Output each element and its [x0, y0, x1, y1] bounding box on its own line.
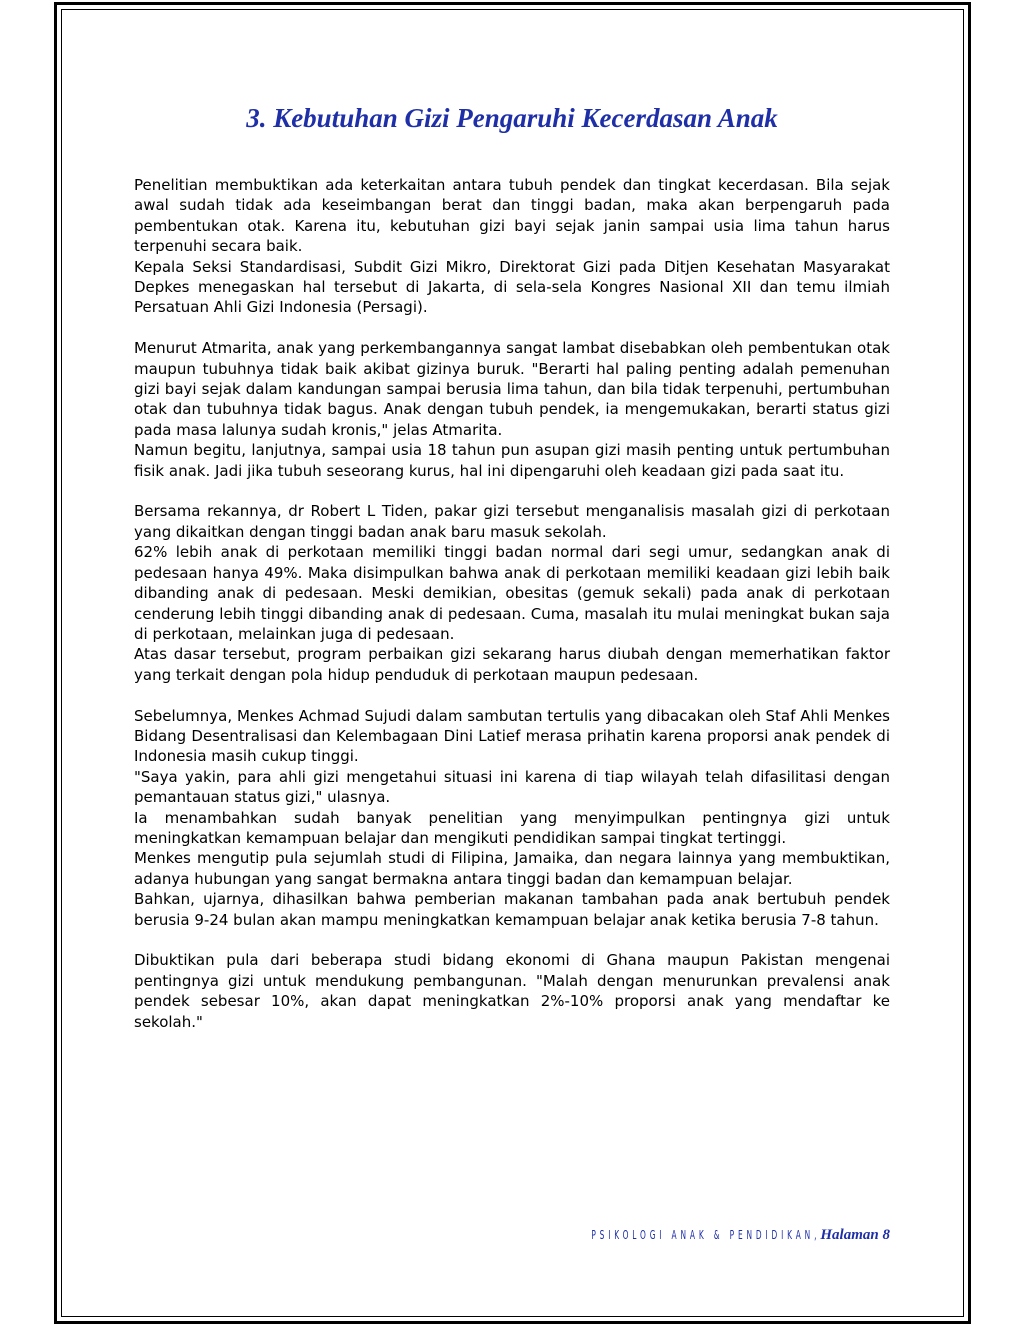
paragraph: Sebelumnya, Menkes Achmad Sujudi dalam sambutan tertulis yang dibacakan oleh Staf Ahli Menkes Bidang Desentralisasi dan Kelembagaan Dini Latief merasa prihatin karena proporsi anak pendek di Indonesia masih cukup tinggi. [134, 706, 890, 766]
paragraph: "Saya yakin, para ahli gizi mengetahui situasi ini karena di tiap wilayah telah difasilitasi dengan pemantauan status gizi," ulasnya. [134, 767, 890, 807]
article-body [134, 175, 890, 1032]
paragraph: 62% lebih anak di perkotaan memiliki tinggi badan normal dari segi umur, sedangkan anak di pedesaan hanya 49%. Maka disimpulkan bahwa anak di perkotaan memiliki keadaan gizi lebih baik dibanding anak di pedesaan. Meski demikian, obesitas (gemuk sekali) pada anak di perkotaan cenderung lebih tinggi dibanding anak di pedesaan. Cuma, masalah itu mulai meningkat bukan saja di perkotaan, melainkan juga di pedesaan. [134, 543, 890, 643]
paragraph: Namun begitu, lanjutnya, sampai usia 18 tahun pun asupan gizi masih penting untuk pertumbuhan fisik anak. Jadi jika tubuh seseorang kurus, hal ini dipengaruhi oleh keadaan gizi pada saat itu. [134, 441, 890, 480]
page-number: Halaman 8 [820, 1227, 890, 1243]
paragraph: Penelitian membuktikan ada keterkaitan antara tubuh pendek dan tingkat kecerdasan. Bila sejak awal sudah tidak ada keseimbangan berat dan tinggi badan, maka akan berpengaruh pada pembentukan otak. Karena itu, kebutuhan gizi bayi sejak janin sampai usia lima tahun harus terpenuhi secara baik. [134, 176, 890, 256]
footer-label: PSIKOLOGI ANAK & PENDIDIKAN, [591, 1228, 821, 1242]
paragraph-gap [134, 318, 890, 338]
paragraph-gap [134, 930, 890, 950]
paragraph: Menkes mengutip pula sejumlah studi di Filipina, Jamaika, dan negara lainnya yang membuktikan, adanya hubungan yang sangat bermakna antara tinggi badan dan kemampuan belajar. [134, 849, 890, 888]
paragraph: Dibuktikan pula dari beberapa studi bidang ekonomi di Ghana maupun Pakistan mengenai pentingnya gizi untuk mendukung pembangunan. "Malah dengan menurunkan prevalensi anak pendek sebesar 10%, akan dapat meningkatkan 2%-10% proporsi anak yang mendaftar ke sekolah." [134, 951, 890, 1031]
paragraph: Ia menambahkan sudah banyak penelitian yang menyimpulkan pentingnya gizi untuk meningkatkan kemampuan belajar dan mengikuti pendidikan sampai tingkat tertinggi. [134, 808, 890, 847]
page-title: 3. Kebutuhan Gizi Pengaruhi Kecerdasan Anak [246, 103, 778, 133]
paragraph: Bersama rekannya, dr Robert L Tiden, pakar gizi tersebut menganalisis masalah gizi di perkotaan yang dikaitkan dengan tinggi badan anak baru masuk sekolah. [134, 502, 890, 541]
paragraph: Atas dasar tersebut, program perbaikan gizi sekarang harus diubah dengan memerhatikan faktor yang terkait dengan pola hidup penduduk di perkotaan maupun pedesaan. [134, 645, 890, 684]
paragraph: Kepala Seksi Standardisasi, Subdit Gizi Mikro, Direktorat Gizi pada Ditjen Kesehatan Masyarakat Depkes menegaskan hal tersebut di Jakarta, di sela-sela Kongres Nasional XII dan temu ilmiah Persatuan Ahli Gizi Indonesia (Persagi). [134, 257, 890, 317]
paragraph-gap [134, 481, 890, 501]
page-footer [134, 1226, 890, 1244]
paragraph: Bahkan, ujarnya, dihasilkan bahwa pemberian makanan tambahan pada anak bertubuh pendek berusia 9-24 bulan akan mampu meningkatkan kemampuan belajar anak ketika berusia 7-8 tahun. [134, 890, 890, 929]
paragraph-gap [134, 685, 890, 705]
paragraph: Menurut Atmarita, anak yang perkembangannya sangat lambat disebabkan oleh pembentukan otak maupun tubuhnya tidak baik akibat gizinya buruk. "Berarti hal paling penting adalah pemenuhan gizi bayi sejak dalam kandungan sampai berusia lima tahun, dan bila tidak terpenuhi, pertumbuhan otak dan tubuhnya tidak bagus. Anak dengan tubuh pendek, ia mengemukakan, berarti status gizi pada masa lalunya sudah kronis," jelas Atmarita. [134, 339, 890, 439]
